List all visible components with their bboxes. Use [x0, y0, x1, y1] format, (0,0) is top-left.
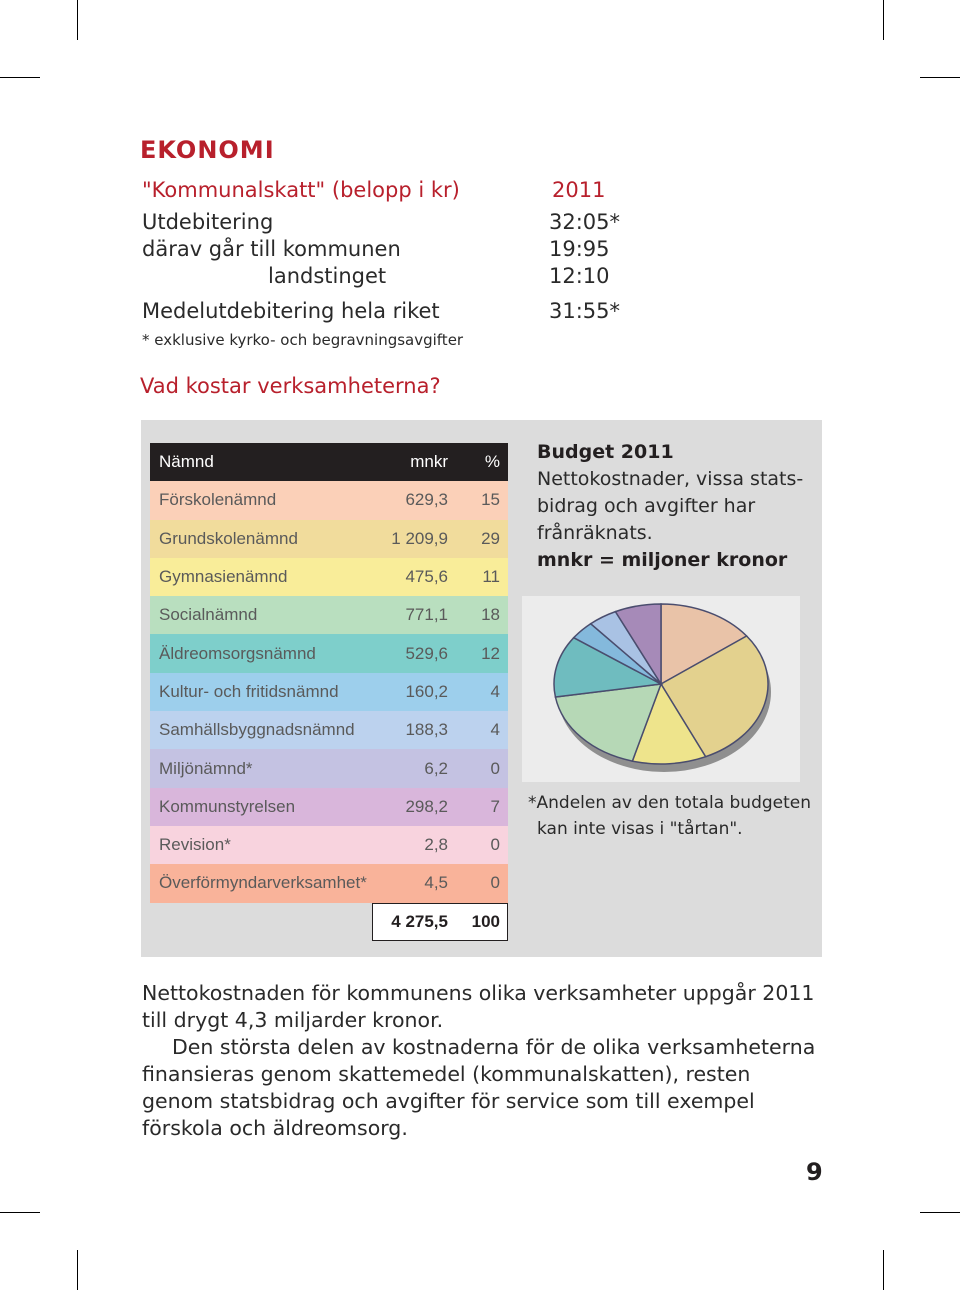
crop-mark — [883, 0, 884, 40]
tax-year: 2011 — [552, 178, 606, 202]
row-name: Kommunstyrelsen — [159, 796, 296, 816]
row-pct: 11 — [482, 567, 500, 587]
budget-line: frånräknats. — [537, 522, 653, 544]
crop-mark — [920, 1212, 960, 1213]
row-mnkr: 4,5 — [424, 873, 448, 893]
row-name: Äldreomsorgsnämnd — [159, 643, 316, 663]
row-name: Socialnämnd — [159, 605, 258, 625]
body-text — [142, 980, 822, 1142]
row-pct: 0 — [490, 835, 500, 855]
row-pct: 0 — [490, 873, 500, 893]
table-row — [150, 558, 508, 596]
tax-row-label: därav går till kommunen — [142, 237, 401, 261]
row-name: Samhällsbyggnadsnämnd — [159, 720, 355, 740]
table-row — [150, 864, 508, 902]
page-number: 9 — [806, 1158, 823, 1186]
table-row — [150, 826, 508, 864]
row-pct: 7 — [490, 796, 500, 816]
row-mnkr: 629,3 — [405, 490, 448, 510]
table-row — [150, 788, 508, 826]
table-row — [150, 673, 508, 711]
crop-mark — [77, 0, 78, 40]
header-name: Nämnd — [159, 452, 214, 472]
body-paragraph: Den största delen av kostnaderna för de olika verksamheterna finansieras genom skattemedel (kommunalskatten), resten genom statsbidrag och avgifter för service som till exempel förskola och äldreomsorg. — [142, 1035, 816, 1140]
budget-title: Budget 2011 — [537, 441, 674, 463]
table-header — [150, 443, 508, 481]
body-paragraph: Nettokostnaden för kommunens olika verksamheter uppgår 2011 till drygt 4,3 miljarder kronor. — [142, 981, 815, 1032]
row-name: Förskolenämnd — [159, 490, 277, 510]
row-name: Kultur- och fritidsnämnd — [159, 681, 339, 701]
row-mnkr: 771,1 — [405, 605, 448, 625]
row-mnkr: 1 209,9 — [391, 528, 448, 548]
tax-row-label: landstinget — [268, 264, 387, 288]
budget-note — [537, 439, 803, 574]
table-total — [150, 903, 508, 941]
row-mnkr: 298,2 — [405, 796, 448, 816]
cost-table — [150, 443, 508, 941]
row-pct: 15 — [481, 490, 500, 510]
row-mnkr: 529,6 — [405, 643, 448, 663]
pie-chart — [522, 596, 800, 782]
row-pct: 18 — [481, 605, 500, 625]
table-row — [150, 634, 508, 672]
row-mnkr: 160,2 — [405, 681, 448, 701]
table-row — [150, 596, 508, 634]
crop-mark — [0, 1212, 40, 1213]
crop-mark — [77, 1250, 78, 1290]
row-name: Gymnasienämnd — [159, 567, 288, 587]
tax-footnote: * exklusive kyrko- och begravningsavgifter — [142, 331, 464, 349]
tax-row-value: 31:55* — [549, 299, 621, 323]
crop-mark — [0, 77, 40, 78]
row-pct: 0 — [490, 758, 500, 778]
row-name: Överförmyndarverksamhet* — [159, 873, 367, 893]
pie-note-line: *Andelen av den totala budgeten — [528, 793, 812, 813]
budget-abbreviation: mnkr = miljoner kronor — [537, 549, 788, 571]
pie-note — [528, 790, 811, 842]
row-mnkr: 2,8 — [424, 835, 448, 855]
row-pct: 12 — [481, 643, 500, 663]
row-pct: 4 — [490, 681, 500, 701]
header-mnkr: mnkr — [410, 452, 448, 472]
pie-note-line: kan inte visas i "tårtan". — [537, 819, 743, 839]
total-pct: 100 — [471, 911, 500, 931]
crop-mark — [883, 1250, 884, 1290]
row-mnkr: 188,3 — [405, 720, 448, 740]
table-row — [150, 711, 508, 749]
total-mnkr: 4 275,5 — [391, 911, 448, 931]
budget-line: Nettokostnader, vissa stats- — [537, 468, 804, 490]
row-name: Grundskolenämnd — [159, 528, 298, 548]
row-mnkr: 6,2 — [424, 758, 448, 778]
row-pct: 4 — [490, 720, 500, 740]
tax-row-label: Utdebitering — [142, 210, 274, 234]
row-name: Miljönämnd* — [159, 758, 253, 778]
subheading: Vad kostar verksamheterna? — [140, 374, 441, 398]
row-pct: 29 — [481, 528, 500, 548]
section-title: EKONOMI — [140, 136, 275, 164]
header-pct: % — [484, 452, 500, 472]
table-row — [150, 749, 508, 787]
tax-row-value: 19:95 — [549, 237, 610, 261]
table-row — [150, 481, 508, 519]
row-name: Revision* — [159, 835, 231, 855]
row-mnkr: 475,6 — [405, 567, 448, 587]
table-row — [150, 520, 508, 558]
tax-row-value: 12:10 — [549, 264, 610, 288]
crop-mark — [920, 77, 960, 78]
tax-row-label: Medelutdebitering hela riket — [142, 299, 440, 323]
tax-row-value: 32:05* — [549, 210, 621, 234]
tax-heading: "Kommunalskatt" (belopp i kr) — [142, 178, 460, 202]
pie-chart-box — [522, 596, 800, 782]
budget-line: bidrag och avgifter har — [537, 495, 756, 517]
